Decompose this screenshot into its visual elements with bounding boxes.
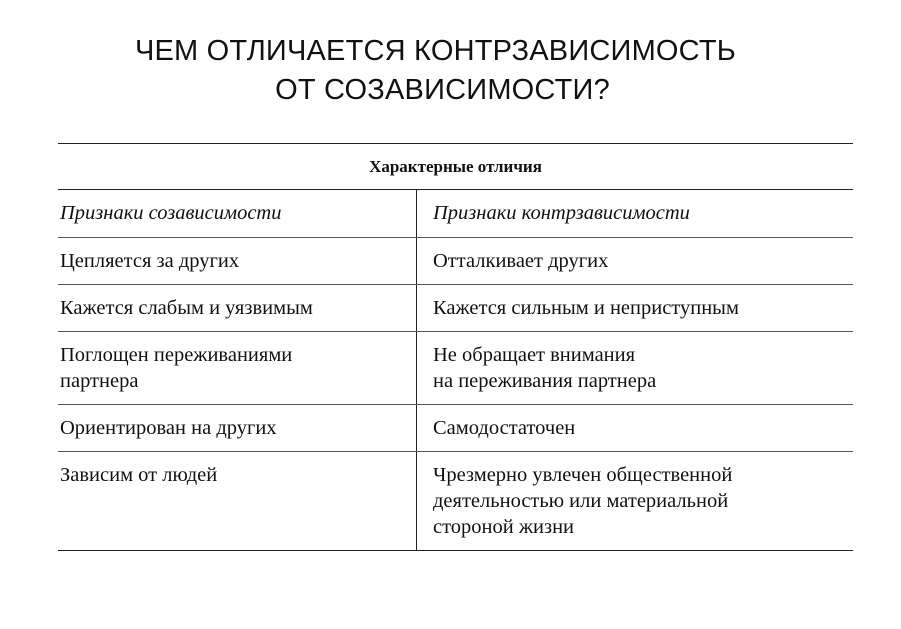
title-line-1: ЧЕМ ОТЛИЧАЕТСЯ КОНТРЗАВИСИМОСТЬ — [134, 35, 737, 67]
counterdependency-cell — [417, 332, 854, 405]
cell-text: Кажется сильным и неприступным — [433, 297, 739, 319]
cell-text: Зависим от людей — [60, 464, 218, 486]
cell-text: Самодостаточен — [433, 417, 576, 439]
codependency-cell — [58, 238, 417, 285]
page-title — [0, 32, 901, 110]
comparison-table-container — [58, 143, 853, 551]
header-codependency: Признаки созависимости — [58, 190, 417, 238]
table-row — [58, 285, 853, 332]
table-row — [58, 332, 853, 405]
header-counterdependency: Признаки контрзависимости — [417, 190, 854, 238]
table-caption: Характерные отличия — [58, 144, 853, 190]
codependency-cell — [58, 405, 417, 452]
table-row — [58, 238, 853, 285]
counterdependency-cell — [417, 285, 854, 332]
codependency-cell — [58, 285, 417, 332]
cell-text: Цепляется за других — [60, 250, 240, 272]
counterdependency-cell — [417, 452, 854, 551]
table-header-row — [58, 190, 853, 238]
table-row — [58, 405, 853, 452]
cell-text: Чрезмерно увлечен общественной деятельностью или материальной стороной жизни — [433, 464, 733, 538]
cell-text: Не обращает внимания на переживания партнера — [433, 344, 657, 392]
cell-text: Кажется слабым и уязвимым — [60, 297, 313, 319]
table-caption-row — [58, 144, 853, 190]
counterdependency-cell — [417, 238, 854, 285]
codependency-cell — [58, 332, 417, 405]
codependency-cell — [58, 452, 417, 551]
table-row — [58, 452, 853, 551]
cell-text: Поглощен переживаниями партнера — [60, 344, 293, 392]
title-line-2: ОТ СОЗАВИСИМОСТИ? — [275, 74, 610, 106]
comparison-table — [58, 143, 853, 551]
cell-text: Ориентирован на других — [60, 417, 277, 439]
cell-text: Отталкивает других — [433, 250, 609, 272]
counterdependency-cell — [417, 405, 854, 452]
